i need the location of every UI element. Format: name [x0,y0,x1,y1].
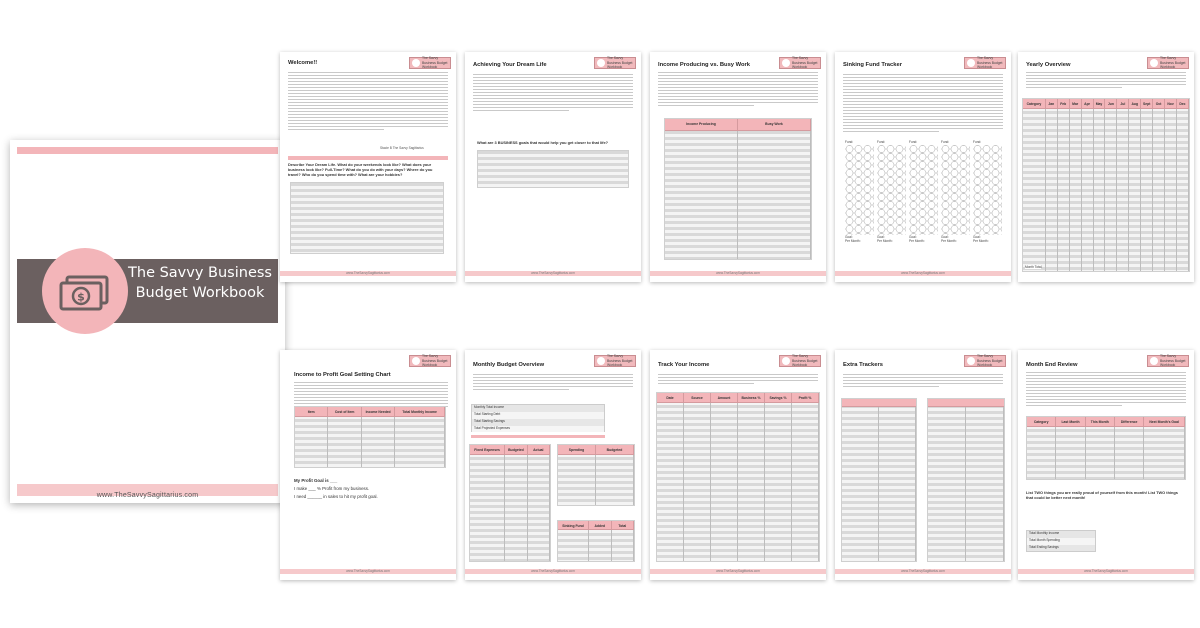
proud-question: List TWO things you are really proud of yourself from this month! List TWO things that could be better next month! [1026,490,1178,500]
logo-text: The Savvy Business Budget Workbook [1160,56,1186,70]
page-title: Income to Profit Goal Setting Chart [294,372,391,378]
svg-text:$: $ [77,290,85,304]
page-logo [594,355,636,367]
col-spending: Spending [558,445,596,454]
logo-text: The Savvy Business Budget Workbook [1160,354,1186,368]
page-title: Achieving Your Dream Life [473,62,547,68]
col-difference: Difference [1115,417,1144,426]
logo-text: The Savvy Business Budget Workbook [607,354,633,368]
page-income-to-profit [280,350,456,580]
body-text [288,72,448,132]
col-amount: Amount [711,393,738,402]
page-yearly-overview [1018,52,1194,282]
page-logo [779,57,821,69]
fund-goal: Goal: Per Month: [877,235,893,243]
page-footer: www.TheSavvySagittarius.com [280,569,456,574]
business-goals-question: What are 3 BUSINESS goals that would help you get closer to that life? [477,140,609,145]
col-oct: Oct [1153,99,1165,108]
page-extra-trackers [835,350,1011,580]
col-budgeted: Budgeted [596,445,634,454]
month-comparison-table [1026,416,1186,480]
divider-bar [471,435,605,438]
writing-lines [290,182,444,254]
col-sinking-fund: Sinking Fund [558,521,589,529]
month-summary [1026,530,1096,552]
col-date: Date [657,393,684,402]
body-text [658,72,818,108]
logo-text: The Savvy Business Budget Workbook [422,56,448,70]
col-cost: Cost of Item [328,407,361,416]
fund-tracker-1 [845,140,874,244]
summary-row: Total Starting Debt [472,412,604,419]
col-business-pct: Business % [738,393,765,402]
page-footer: www.TheSavvySagittarius.com [1018,569,1194,574]
month-total-label: Month Total [1025,265,1042,269]
col-actual: Actual [528,445,550,454]
col-budgeted: Budgeted [505,445,527,454]
col-aug: Aug [1129,99,1141,108]
page-title: Month End Review [1026,362,1078,368]
fund-label: Fund: [845,140,854,144]
page-title: Welcome!! [288,60,318,66]
logo-text: The Savvy Business Budget Workbook [792,56,818,70]
signature: Stacie B The Savvy Sagittarius [380,146,424,150]
col-may: May [1094,99,1106,108]
body-text [843,374,1003,389]
page-title: Yearly Overview [1026,62,1071,68]
page-logo [409,355,451,367]
cover-top-band [17,147,278,154]
logo-text: The Savvy Business Budget Workbook [977,354,1003,368]
page-logo [964,57,1006,69]
summary-row: Total Ending Savings [1027,545,1095,551]
summary-row: Monthly Total Income [472,405,604,412]
money-bill-icon [57,271,113,311]
tracker-left [841,398,917,562]
col-this-month: This Month [1086,417,1115,426]
page-footer: www.TheSavvySagittarius.com [650,271,826,276]
page-footer: www.TheSavvySagittarius.com [835,271,1011,276]
page-title: Sinking Fund Tracker [843,62,902,68]
fund-goal: Goal: Per Month: [941,235,957,243]
col-feb: Feb [1058,99,1070,108]
logo-text: The Savvy Business Budget Workbook [977,56,1003,70]
fund-label: Fund: [941,140,950,144]
col-busy-work: Busy Work [738,119,811,130]
cover-title [120,263,280,303]
col-category: Category [1023,99,1046,108]
fund-goal: Goal: Per Month: [973,235,989,243]
writing-lines [477,150,629,188]
profit-goal-label: My Profit Goal is ___ [294,478,338,483]
fund-tracker-4 [941,140,970,244]
summary-row: Total Projected Expenses [472,426,604,432]
col-total-monthly: Total Monthly Income [395,407,445,416]
col-fixed-expenses: Fixed Expenses [470,445,505,454]
yearly-table [1022,98,1190,272]
fund-label: Fund: [909,140,918,144]
page-track-your-income [650,350,826,580]
profit-percent-line: I make ___ % Profit from my business. [294,486,370,491]
cover-logo-circle [42,248,128,334]
page-logo [1147,355,1189,367]
fund-tracker-2 [877,140,906,244]
page-logo [964,355,1006,367]
fund-label: Fund: [973,140,982,144]
spending-table [557,444,635,506]
col-profit-pct: Profit % [792,393,819,402]
summary-row: Total Month Spending [1027,538,1095,545]
logo-text: The Savvy Business Budget Workbook [422,354,448,368]
cover-title-line2: Budget Workbook [135,285,265,301]
page-welcome [280,52,456,282]
page-title: Track Your Income [658,362,710,368]
dream-life-question: Describe Your Dream Life. What do your weekends look like? What does your business look like? Full-Time? What do you do with your days? Where do you travel? Who do you spend time with? What are your hobbies? [288,162,433,177]
col-last-month: Last Month [1056,417,1085,426]
col-savings-pct: Savings % [765,393,792,402]
page-logo [594,57,636,69]
page-footer: www.TheSavvySagittarius.com [465,569,641,574]
fund-label: Fund: [877,140,886,144]
page-logo [409,57,451,69]
col-jun: Jun [1105,99,1117,108]
summary-row: Total Monthly Income [1027,531,1095,538]
col-item: Item [295,407,328,416]
workbook-cover [10,140,285,503]
page-title: Extra Trackers [843,362,883,368]
col-income-needed: Income Needed [362,407,395,416]
page-footer: www.TheSavvySagittarius.com [465,271,641,276]
page-income-vs-busy-work [650,52,826,282]
page-logo [1147,57,1189,69]
page-title: Income Producing vs. Busy Work [658,62,751,68]
page-footer: www.TheSavvySagittarius.com [835,569,1011,574]
body-text [843,74,1003,134]
body-text [1026,372,1186,408]
col-income-producing: Income Producing [665,119,738,130]
fund-tracker-3 [909,140,938,244]
fund-goal: Goal: Per Month: [909,235,925,243]
profit-table [294,406,446,468]
col-jan: Jan [1046,99,1058,108]
page-logo [779,355,821,367]
col-total: Total [612,521,634,529]
page-footer: www.TheSavvySagittarius.com [280,271,456,276]
col-nov: Nov [1165,99,1177,108]
page-sinking-fund-tracker [835,52,1011,282]
col-mar: Mar [1070,99,1082,108]
sinking-fund-table [557,520,635,562]
fund-tracker-5 [973,140,1002,244]
sales-needed-line: I need ______ in sales to hit my profit goal. [294,494,378,499]
page-monthly-budget-overview [465,350,641,580]
income-table [656,392,820,562]
col-apr: Apr [1082,99,1094,108]
page-footer: www.TheSavvySagittarius.com [650,569,826,574]
logo-text: The Savvy Business Budget Workbook [607,56,633,70]
col-dec: Dec [1177,99,1189,108]
body-text [658,374,818,386]
body-text [1026,72,1186,90]
body-text [473,74,633,113]
page-month-end-review [1018,350,1194,580]
summary-row: Total Starting Savings [472,419,604,426]
cover-title-line1: The Savvy Business [128,265,272,281]
body-text [473,374,633,392]
income-busy-table [664,118,812,260]
tracker-right [927,398,1005,562]
divider-bar [288,156,448,160]
fixed-expenses-table [469,444,551,562]
page-title: Monthly Budget Overview [473,362,545,368]
fund-goal: Goal: Per Month: [845,235,861,243]
logo-text: The Savvy Business Budget Workbook [792,354,818,368]
col-sept: Sept [1141,99,1153,108]
cover-url: www.TheSavvySagittarius.com [96,492,199,499]
page-achieving-dream-life [465,52,641,282]
monthly-summary [471,404,605,432]
col-category: Category [1027,417,1056,426]
col-jul: Jul [1117,99,1129,108]
col-source: Source [684,393,711,402]
col-added: Added [589,521,611,529]
col-next-goal: Next Month's Goal [1144,417,1185,426]
